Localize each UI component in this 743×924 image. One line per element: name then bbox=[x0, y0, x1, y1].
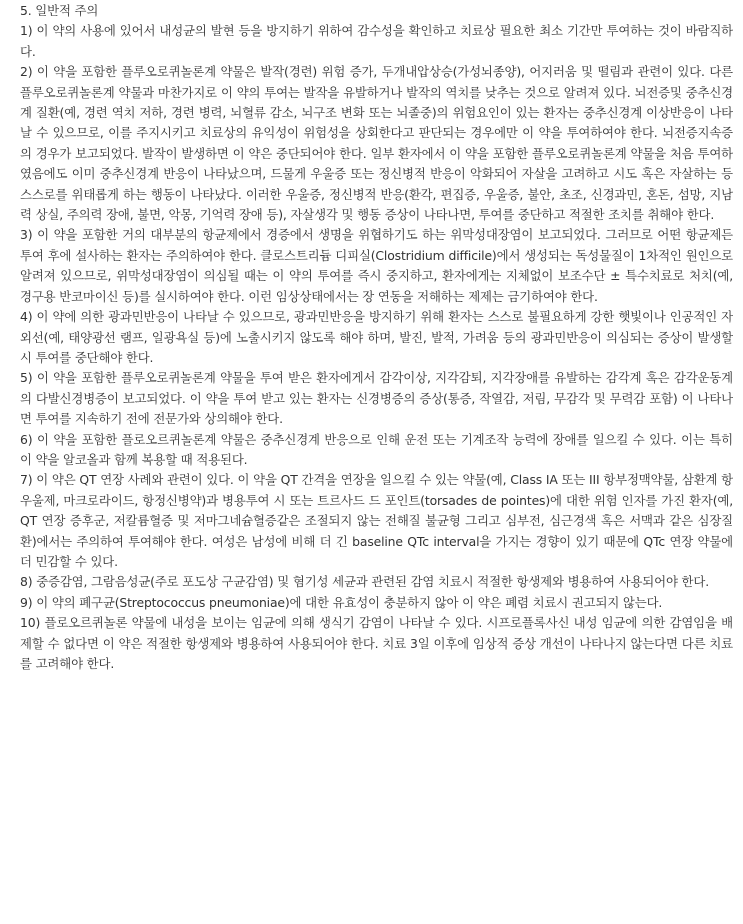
precaution-item-5: 5) 이 약을 포함한 플루오로퀴놀론계 약물을 투여 받은 환자에게서 감각이상, 지각감퇴, 지각장애를 유발하는 감각계 혹은 감각운동계의 다발신경병증이 보고되었다. 이 약을 투여 받고 있는 환자는 신경병증의 증상(통증, 작열감, 저림, 무감각 및 무력감 포함) 이 나타나면 투여를 지속하기 전에 전문가와 상의해야 한다. bbox=[20, 370, 733, 427]
precaution-item-7: 7) 이 약은 QT 연장 사례와 관련이 있다. 이 약을 QT 간격을 연장을 일으킬 수 있는 약물(예, Class IA 또는 III 항부정맥약물, 삼환계 항우울제, 마크로라이드, 항정신병약)과 병용투여 시 또는 트르사드 드 포인트(torsades de pointes)에 대한 위험 인자를 가진 환자(예, QT 연장 증후군, 저칼륨혈증 및 저마그네슘혈증같은 조절되지 않는 전해질 불균형 그리고 심부전, 심근경색 혹은 서맥과 같은 심장질환)에서는 주의하여 투여해야 한다. 여성은 남성에 비해 더 긴 baseline QTc interval을 가지는 경향이 있기 때문에 QTc 연장 약물에 더 민감할 수 있다. bbox=[20, 472, 733, 569]
precaution-item-10: 10) 플로오르퀴놀론 약물에 내성을 보이는 임균에 의해 생식기 감염이 나타날 수 있다. 시프로플록사신 내성 임균에 의한 감염임을 배제할 수 없다면 이 약은 적절한 항생제와 병용하여 사용되어야 한다. 치료 3일 이후에 임상적 증상 개선이 나타나지 않는다면 다른 치료를 고려해야 한다. bbox=[20, 615, 733, 671]
section-heading: 5. 일반적 주의 bbox=[20, 3, 99, 18]
precaution-item-9: 9) 이 약의 폐구균(Streptococcus pneumoniae)에 대한 유효성이 충분하지 않아 이 약은 폐렴 치료시 권고되지 않는다. bbox=[20, 594, 663, 610]
precaution-item-1: 1) 이 약의 사용에 있어서 내성균의 발현 등을 방지하기 위하여 감수성을 확인하고 치료상 필요한 최소 기간만 투여하는 것이 바람직하다. bbox=[20, 23, 733, 59]
precaution-item-2: 2) 이 약을 포함한 플루오로퀴놀론계 약물은 발작(경련) 위험 증가, 두개내압상승(가성뇌종양), 어지러움 및 떨림과 관련이 있다. 다른 플루오로퀴놀론계 약물과 마찬가지로 이 약의 투여는 발작을 유발하거나 발작의 역치를 낮추는 것으로 알려져 있다. 뇌전증및 중추신경계 질환(예, 경련 역치 저하, 경련 병력, 뇌혈류 감소, 뇌구조 변화 또는 뇌졸중)의 위험요인이 있는 환자는 중추신경계 이상반응이 나타날 수 있으므로, 이를 주지시키고 치료상의 유익성이 위험성을 상회한다고 판단되는 경우에만 이 약을 투여하여야 한다. 뇌전증지속증의 경우가 보고되었다. 발작이 발생하면 이 약은 중단되어야 한다. 일부 환자에서 이 약을 포함한 플루오로퀴놀론계 약물을 처음 투여하였음에도 이미 중추신경계 반응이 나타났으며, 드물게 우울증 또는 정신병적 반응이 악화되어 자살을 고려하고 시도 혹은 자살하는 등 스스로를 위태롭게 하는 행동이 나타났다. 이러한 우울증, 정신병적 반응(환각, 편집증, 우울증, 불안, 초조, 신경과민, 혼돈, 섬망, 지남력 상실, 주의력 장애, 불면, 악몽, 기억력 장애 등), 자살생각 및 행동 증상이 나타나면, 투여를 중단하고 적절한 조치를 취해야 한다. bbox=[20, 64, 733, 223]
precaution-item-8: 8) 중증감염, 그람음성균(주로 포도상 구균감염) 및 혐기성 세균과 관련된 감염 치료시 적절한 항생제와 병용하여 사용되어야 한다. bbox=[20, 574, 709, 590]
precaution-item-4: 4) 이 약에 의한 광과민반응이 나타날 수 있으므로, 광과민반응을 방지하기 위해 환자는 스스로 불필요하게 강한 햇빛이나 인공적인 자외선(예, 태양광선 램프, 일광욕실 등)에 노출시키지 않도록 해야 하며, 발진, 발적, 가려움 등의 광과민반응이 의심되는 증상이 발생할 시 투여를 중단해야 한다. bbox=[20, 309, 733, 365]
precaution-item-6: 6) 이 약을 포함한 플로오르퀴놀론계 약물은 중추신경계 반응으로 인해 운전 또는 기계조작 능력에 장애를 일으킬 수 있다. 이는 특히 이 약을 알코올과 함께 복용할 때 적용된다. bbox=[20, 431, 733, 467]
precaution-item-3: 3) 이 약을 포함한 거의 대부분의 항균제에서 경증에서 생명을 위협하기도 하는 위막성대장염이 보고되었다. 그러므로 어떤 항균제든 투여 후에 설사하는 환자는 주의하여야 한다. 클로스트리듐 디피실(Clostridium difficile)에서 생성되는 독성물질이 1차적인 원인으로 알려져 있으므로, 위막성대장염이 의심될 때는 이 약의 투여를 즉시 중지하고, 환자에게는 지체없이 보조수단 ± 특수치료로 처치(예, 경구용 반코마이신 등)를 실시하여야 한다. 이런 임상상태에서는 장 연동을 저해하는 제제는 금기하여야 한다. bbox=[20, 227, 733, 304]
